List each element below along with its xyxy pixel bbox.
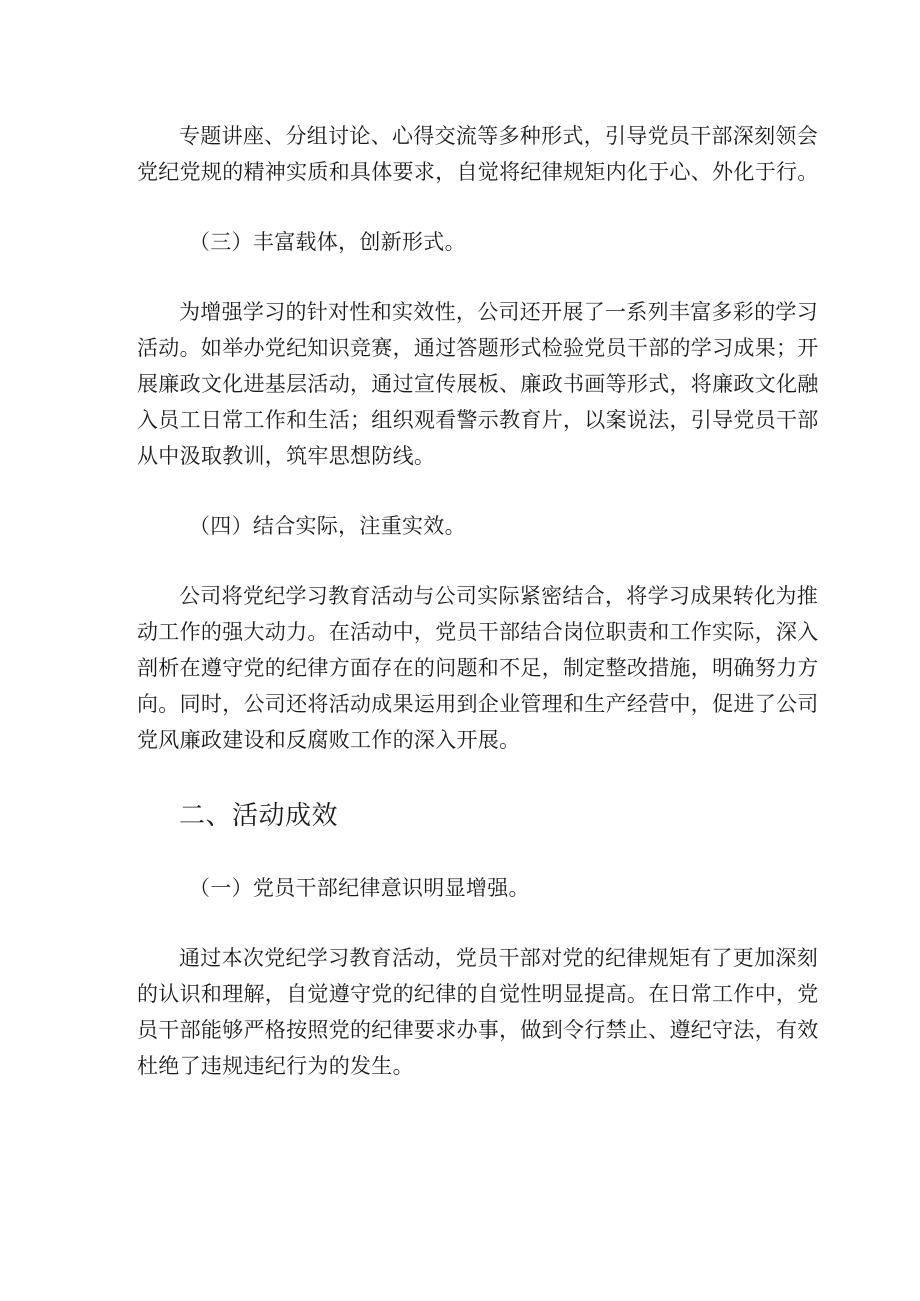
subheading-three: （三）丰富载体，创新形式。	[189, 230, 466, 254]
text-line: 通过本次党纪学习教育活动，党员干部对党的纪律规矩有了更加深刻	[179, 946, 818, 970]
subheading-one: （一）党员干部纪律意识明显增强。	[189, 876, 530, 900]
text-line: 活动。如举办党纪知识竞赛，通过答题形式检验党员干部的学习成果；开	[137, 336, 819, 360]
document-page	[137, 118, 819, 1084]
subheading-four: （四）结合实际，注重实效。	[189, 514, 466, 538]
paragraph-continued-intro	[137, 118, 819, 190]
text-line: 杜绝了违规违纪行为的发生。	[137, 1054, 414, 1078]
paragraph-results	[137, 940, 819, 1084]
text-line: 员干部能够严格按照党的纪律要求办事，做到令行禁止、遵纪守法，有效	[137, 1018, 819, 1042]
text-line: 党风廉政建设和反腐败工作的深入开展。	[137, 728, 521, 752]
text-line: 党纪党规的精神实质和具体要求，自觉将纪律规矩内化于心、外化于行。	[137, 160, 819, 184]
text-line: 展廉政文化进基层活动，通过宣传展板、廉政书画等形式，将廉政文化融	[137, 372, 819, 396]
text-line: 向。同时，公司还将活动成果运用到企业管理和生产经营中，促进了公司	[137, 692, 819, 716]
text-line: 为增强学习的针对性和实效性，公司还开展了一系列丰富多彩的学习	[179, 300, 818, 324]
text-line: 专题讲座、分组讨论、心得交流等多种形式，引导党员干部深刻领会	[179, 124, 818, 148]
text-line: 入员工日常工作和生活；组织观看警示教育片，以案说法，引导党员干部	[137, 408, 819, 432]
section-heading: 二、活动成效	[179, 801, 339, 831]
text-line: 公司将党纪学习教育活动与公司实际紧密结合，将学习成果转化为推	[179, 584, 818, 608]
paragraph-activities	[137, 294, 819, 474]
paragraph-practice	[137, 578, 819, 758]
text-line: 的认识和理解，自觉遵守党的纪律的自觉性明显提高。在日常工作中，党	[137, 982, 819, 1006]
text-line: 剖析在遵守党的纪律方面存在的问题和不足，制定整改措施，明确努力方	[137, 656, 819, 680]
text-line: 动工作的强大动力。在活动中，党员干部结合岗位职责和工作实际，深入	[137, 620, 819, 644]
text-line: 从中汲取教训，筑牢思想防线。	[137, 444, 436, 468]
